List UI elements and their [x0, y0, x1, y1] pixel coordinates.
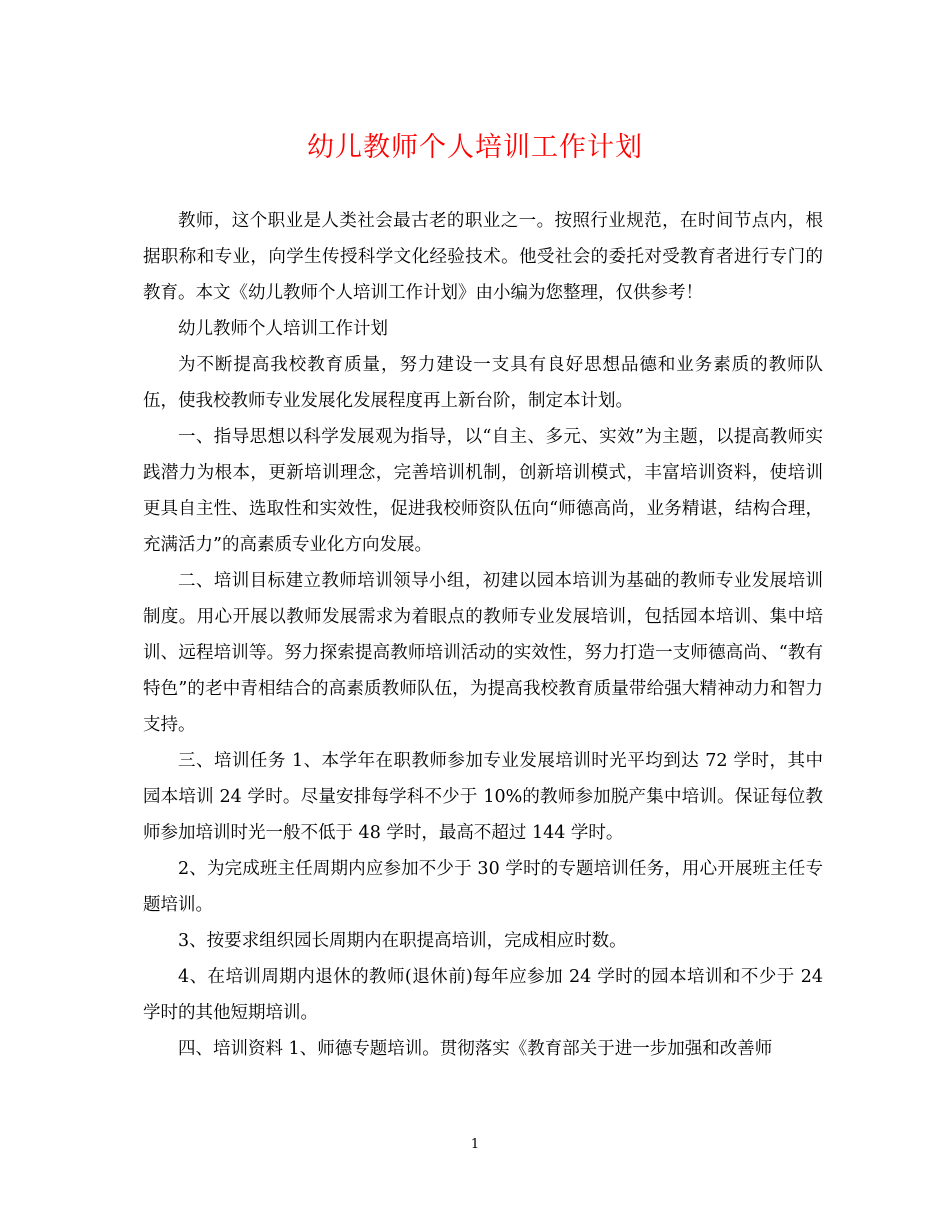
document-title: 幼儿教师个人培训工作计划 [307, 132, 643, 163]
paragraph-training-task-1: 三、培训任务 1、本学年在职教师参加专业发展培训时光平均到达 72 学时，其中园本培训 24 学时。尽量安排每学科不少于 10%的教师参加脱产集中培训。保证每位教师参加培训时光一般不低于 48 学时，最高不超过 144 学时。 [143, 751, 823, 843]
paragraph-subtitle: 幼儿教师个人培训工作计划 [178, 319, 388, 339]
paragraph-training-task-2: 2、为完成班主任周期内应参加不少于 30 学时的专题培训任务，用心开展班主任专题培训。 [143, 859, 823, 915]
page-number: 1 [470, 1137, 480, 1152]
paragraph-training-task-3: 3、按要求组织园长周期内在职提高培训，完成相应时数。 [178, 931, 627, 951]
paragraph-purpose: 为不断提高我校教育质量，努力建设一支具有良好思想品德和业务素质的教师队伍，使我校教师专业发展化发展程度再上新台阶，制定本计划。 [143, 355, 823, 411]
paragraph-training-goal: 二、培训目标建立教师培训领导小组，初建以园本培训为基础的教师专业发展培训制度。用心开展以教师发展需求为着眼点的教师专业发展培训，包括园本培训、集中培训、远程培训等。努力探索提高教师培训活动的实效性，努力打造一支师德高尚、“教有特色”的老中青相结合的高素质教师队伍，为提高我校教育质量带给强大精神动力和智力支持。 [143, 571, 823, 735]
paragraph-training-content: 四、培训资料 1、师德专题培训。贯彻落实《教育部关于进一步加强和改善师 [178, 1039, 773, 1059]
paragraph-guiding-thought: 一、指导思想以科学发展观为指导，以“自主、多元、实效”为主题，以提高教师实践潜力为根本，更新培训理念，完善培训机制，创新培训模式，丰富培训资料，使培训更具自主性、选取性和实效性，促进我校师资队伍向“师德高尚，业务精谌，结构合理，充满活力”的高素质专业化方向发展。 [143, 427, 823, 555]
document-body [143, 203, 823, 1067]
paragraph-intro: 教师，这个职业是人类社会最古老的职业之一。按照行业规范，在时间节点内，根据职称和专业，向学生传授科学文化经验技术。他受社会的委托对受教育者进行专门的教育。本文《幼儿教师个人培训工作计划》由小编为您整理，仅供参考！ [143, 211, 823, 303]
paragraph-training-task-4: 4、在培训周期内退休的教师(退休前)每年应参加 24 学时的园本培训和不少于 24 学时的其他短期培训。 [143, 967, 823, 1023]
